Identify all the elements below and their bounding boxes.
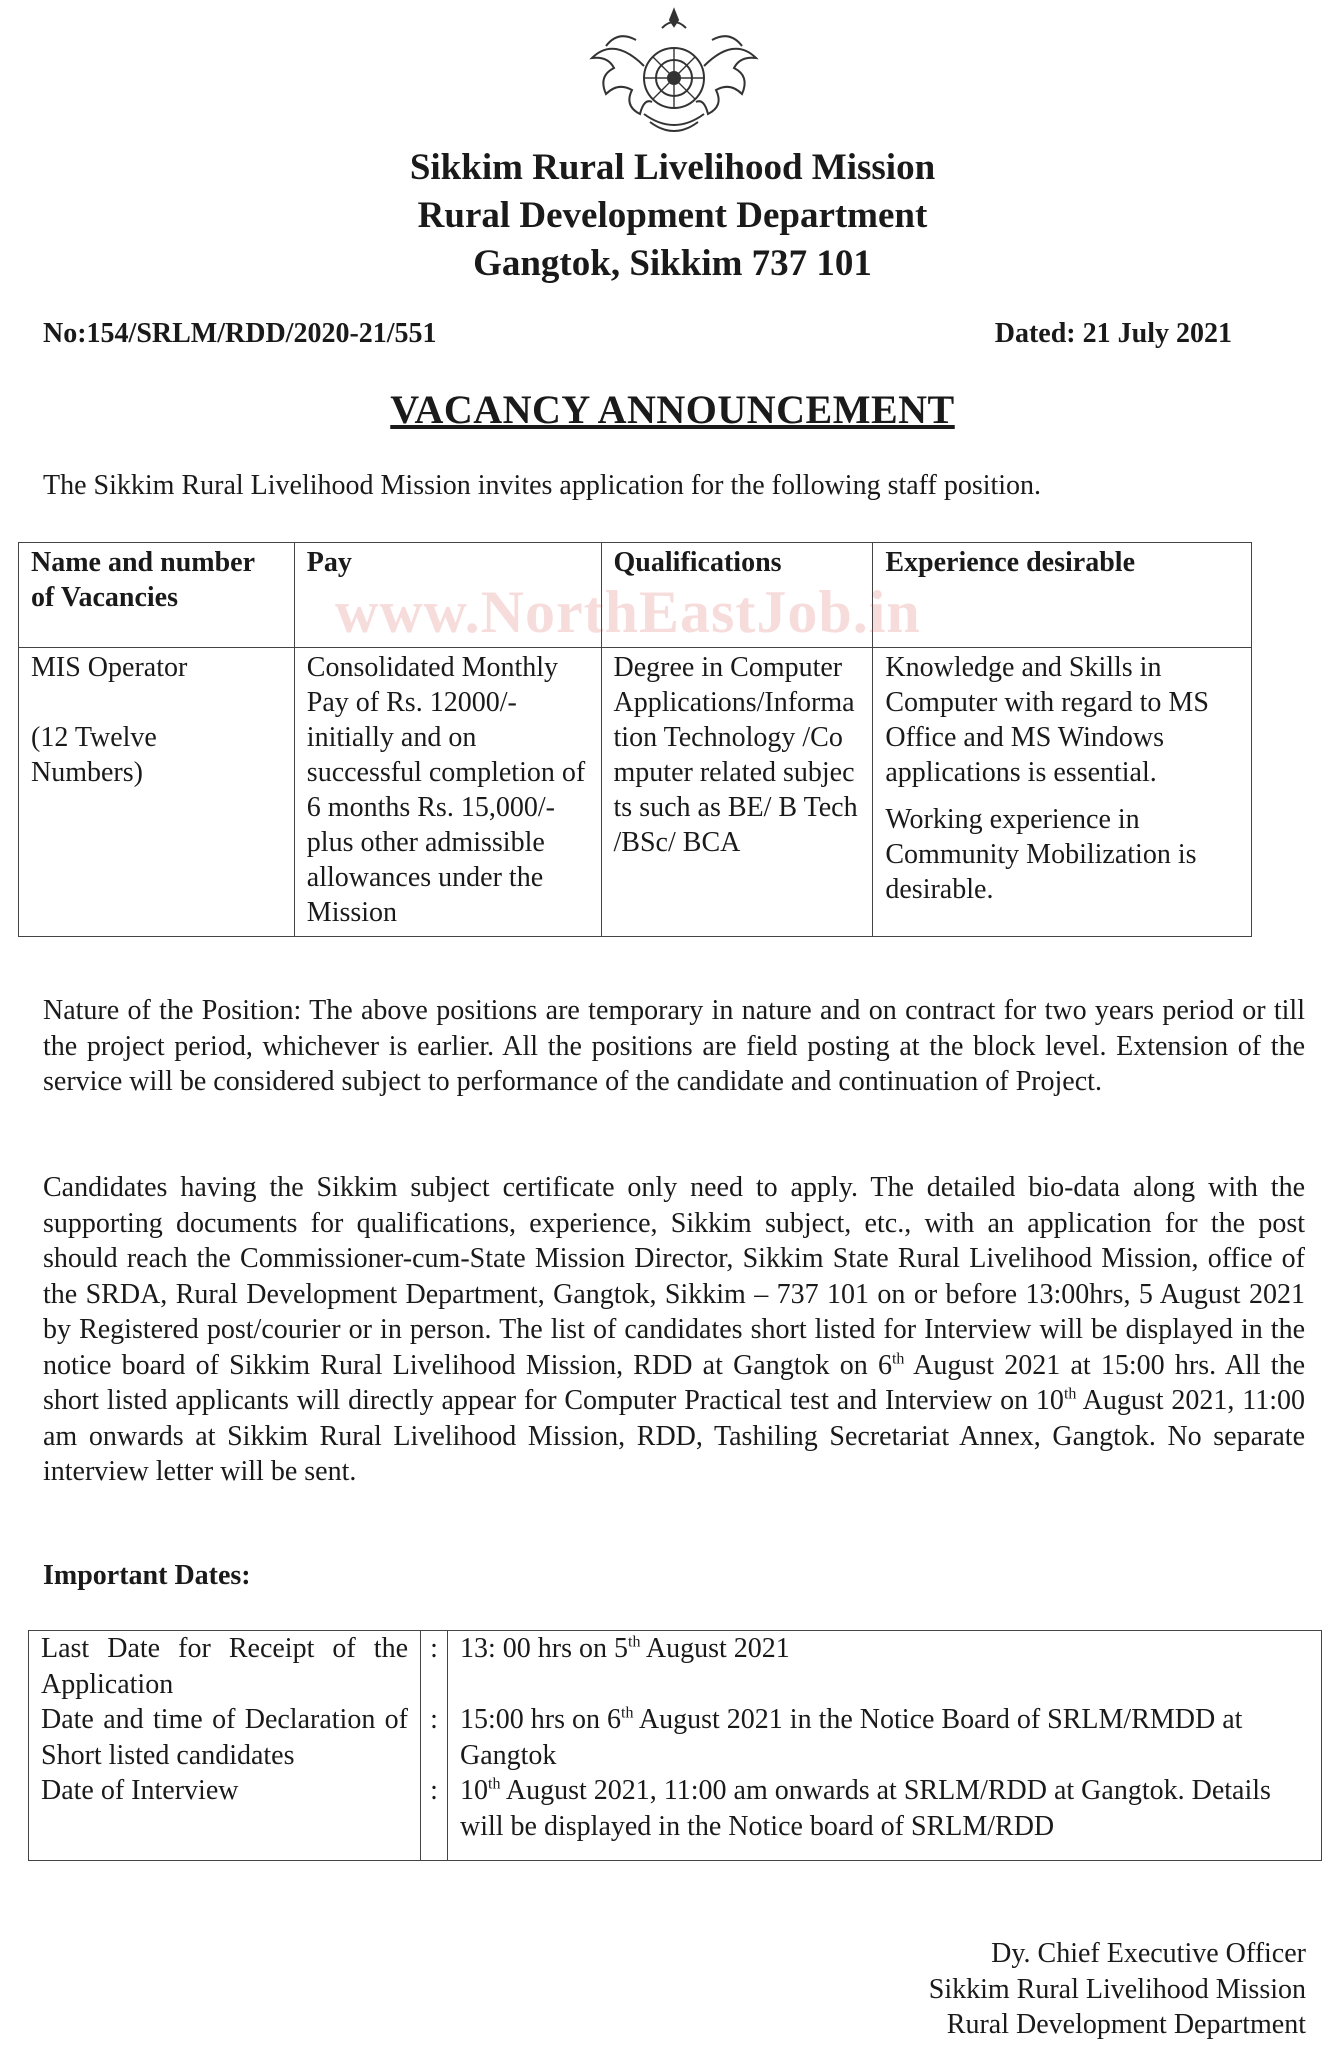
header-experience: Experience desirable — [873, 543, 1252, 648]
date-value — [448, 1702, 1322, 1773]
cell-qualifications: Degree in Computer Applications/Information Technology /Computer related subjects such as BE/ B Tech /BSc/ BCA — [601, 648, 873, 937]
application-text-b: August 2021 at 15:00 hrs. All the short listed applicants will directly appear for Computer Practical test and Interview on 10 — [43, 1349, 1306, 1416]
header-vacancies: Name and number of Vacancies — [19, 543, 295, 648]
org-name: Sikkim Rural Livelihood Mission — [409, 147, 936, 188]
cell-vacancy — [19, 648, 295, 937]
date-value-b: August 2021, 11:00 am onwards at SRLM/RDD at Gangtok. Details will be displayed in the Notice board of SRLM/RDD — [460, 1775, 1271, 1842]
experience-skills: Knowledge and Skills in Computer with regard to MS Office and MS Windows applications is essential. — [885, 652, 1209, 788]
signatory-org: Sikkim Rural Livelihood Mission — [928, 1973, 1306, 2005]
header-pay: Pay — [294, 543, 601, 648]
intro-text: The Sikkim Rural Livelihood Mission invites application for the following staff position. — [43, 470, 1042, 501]
cell-experience — [873, 648, 1252, 937]
letterhead — [0, 144, 1330, 288]
date-label: Date and time of Declaration of Short listed candidates — [29, 1702, 421, 1773]
superscript-th: th — [621, 1704, 634, 1722]
table-row — [29, 1631, 1322, 1703]
date-label: Date of Interview — [29, 1773, 421, 1861]
dated: Dated: 21 July 2021 — [994, 318, 1232, 349]
date-label: Last Date for Receipt of the Application — [29, 1631, 421, 1703]
watermark: www.NorthEastJob.in — [335, 579, 921, 645]
table-row — [19, 648, 1252, 937]
application-text-a: Candidates having the Sikkim subject certificate only need to apply. The detailed bio-data along with the supporting documents for qualifications, experience, Sikkim subject, etc., with an application for the post should reach the Commissioner-cum-State Mission Director, Sikkim State Rural Livelihood Mission, office of the SRDA, Rural Development Department, Gangtok, Sikkim – 737 101 on or before 13:00hrs, 5 August 2021 by Registered post/courier or in person. The list of candidates short listed for Interview will be displayed in the notice board of Sikkim Rural Livelihood Mission, RDD at Gangtok on 6 — [43, 1172, 1305, 1381]
application-paragraph — [43, 1170, 1305, 1490]
table-row — [29, 1702, 1322, 1773]
signature-block — [929, 1936, 1306, 2043]
date-value — [448, 1631, 1322, 1703]
important-dates-table — [28, 1630, 1322, 1861]
table-row — [29, 1773, 1322, 1861]
header-qualifications: Qualifications — [601, 543, 873, 648]
date-value-a: 13: 00 hrs on 5 — [460, 1633, 628, 1664]
important-dates-title: Important Dates: — [43, 1560, 251, 1591]
date-value-b: August 2021 — [640, 1633, 790, 1664]
superscript-th: th — [1063, 1385, 1077, 1403]
position-name: MIS Operator — [31, 652, 188, 683]
position-count: (12 Twelve Numbers) — [31, 722, 157, 788]
sikkim-emblem-icon — [584, 6, 764, 142]
superscript-th: th — [488, 1775, 501, 1793]
date-value — [448, 1773, 1322, 1861]
address: Gangtok, Sikkim 737 101 — [473, 243, 872, 284]
page-title: VACANCY ANNOUNCEMENT — [390, 387, 955, 432]
superscript-th: th — [891, 1350, 905, 1368]
experience-community: Working experience in Community Mobilization is desirable. — [885, 804, 1197, 905]
colon: : — [421, 1631, 448, 1703]
date-value-b: August 2021 in the Notice Board of SRLM/RMDD at Gangtok — [460, 1704, 1243, 1771]
superscript-th: th — [628, 1633, 641, 1651]
department-name: Rural Development Department — [417, 195, 928, 236]
colon: : — [421, 1702, 448, 1773]
signatory-department: Rural Development Department — [946, 2009, 1306, 2040]
date-value-a: 10 — [460, 1775, 488, 1806]
date-value-a: 15:00 hrs on 6 — [460, 1704, 621, 1735]
application-text-c: August 2021, 11:00 am onwards at Sikkim Rural Livelihood Mission, RDD, Tashiling Secretariat Annex, Gangtok. No separate interview letter will be sent. — [43, 1385, 1305, 1487]
cell-pay: Consolidated Monthly Pay of Rs. 12000/- initially and on successful completion of 6 months Rs. 15,000/- plus other admissible allowances under the Mission — [294, 648, 601, 937]
signatory-title: Dy. Chief Executive Officer — [991, 1938, 1306, 1969]
reference-number: No:154/SRLM/RDD/2020-21/551 — [43, 318, 437, 349]
nature-paragraph: Nature of the Position: The above positions are temporary in nature and on contract for two years period or till the project period, whichever is earlier. All the positions are field posting at the block level. Extension of the service will be considered subject to performance of the candidate and continuation of Project. — [43, 995, 1305, 1097]
colon: : — [421, 1773, 448, 1861]
